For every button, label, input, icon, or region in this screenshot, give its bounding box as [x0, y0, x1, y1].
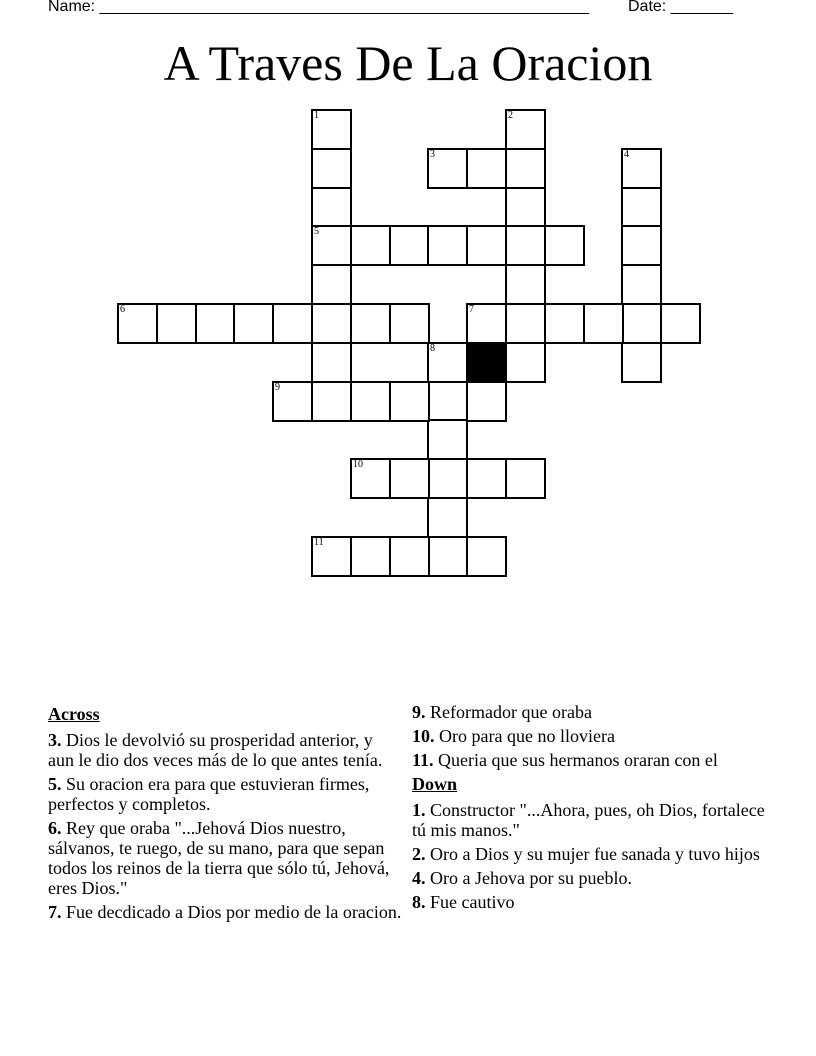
clue-number: 7. [48, 902, 62, 922]
grid-cell[interactable] [505, 187, 546, 228]
cell-number: 7 [469, 304, 474, 315]
clue-text: Oro a Dios y su mujer fue sanada y tuvo hijos [430, 844, 760, 864]
clue-text: Constructor "...Ahora, pues, oh Dios, fortalece tú mis manos." [412, 800, 765, 840]
clues-column-left [48, 702, 403, 926]
cell-number: 6 [120, 304, 125, 315]
grid-cell[interactable] [427, 497, 468, 538]
grid-cell[interactable] [350, 458, 391, 499]
grid-cell[interactable] [117, 303, 158, 344]
cell-number: 9 [275, 382, 280, 393]
grid-cell[interactable] [427, 536, 468, 577]
clue-number: 10. [412, 726, 435, 746]
grid-cell[interactable] [233, 303, 274, 344]
grid-cell[interactable] [621, 303, 662, 344]
clue-number: 3. [48, 730, 62, 750]
clue-down-8 [412, 892, 767, 912]
clues-column-right [412, 702, 767, 916]
clue-number: 1. [412, 800, 426, 820]
clue-text: Su oracion era para que estuvieran firmes, perfectos y completos. [48, 774, 370, 814]
grid-cell[interactable] [311, 187, 352, 228]
grid-cell[interactable] [544, 303, 585, 344]
black-cell [466, 342, 507, 383]
grid-cell[interactable] [156, 303, 197, 344]
grid-cell[interactable] [505, 303, 546, 344]
clue-across-9 [412, 702, 767, 722]
grid-cell[interactable] [427, 458, 468, 499]
grid-cell[interactable] [311, 225, 352, 266]
grid-cell[interactable] [311, 303, 352, 344]
grid-cell[interactable] [427, 342, 468, 383]
clue-across-5 [48, 774, 403, 814]
grid-cell[interactable] [272, 303, 313, 344]
grid-cell[interactable] [505, 225, 546, 266]
grid-cell[interactable] [389, 536, 430, 577]
grid-cell[interactable] [311, 264, 352, 305]
cell-number: 2 [508, 110, 513, 121]
clue-text: Rey que oraba "...Jehová Dios nuestro, sálvanos, te ruego, de su mano, para que sepan todos los reinos de la tierra que sólo tú, Jehová, eres Dios." [48, 818, 390, 898]
grid-cell[interactable] [505, 148, 546, 189]
clue-down-4 [412, 868, 767, 888]
grid-cell[interactable] [311, 381, 352, 422]
grid-cell[interactable] [350, 536, 391, 577]
clue-text: Fue decdicado a Dios por medio de la oracion. [66, 902, 402, 922]
grid-cell[interactable] [466, 148, 507, 189]
clue-down-2 [412, 844, 767, 864]
clue-number: 9. [412, 702, 426, 722]
cell-number: 4 [624, 149, 629, 160]
clue-across-6 [48, 818, 403, 898]
clue-text: Fue cautivo [430, 892, 515, 912]
grid-cell[interactable] [621, 187, 662, 228]
cell-number: 11 [314, 537, 324, 548]
cell-number: 8 [430, 343, 435, 354]
grid-cell[interactable] [505, 264, 546, 305]
grid-cell[interactable] [466, 536, 507, 577]
grid-cell[interactable] [660, 303, 701, 344]
grid-cell[interactable] [350, 225, 391, 266]
grid-cell[interactable] [311, 109, 352, 150]
date-field-label: Date: _______ [628, 0, 733, 15]
grid-cell[interactable] [505, 109, 546, 150]
name-field-label: Name: _______________________________________________________ [48, 0, 589, 15]
grid-cell[interactable] [466, 458, 507, 499]
clue-across-11 [412, 750, 767, 770]
grid-cell[interactable] [311, 148, 352, 189]
clue-number: 5. [48, 774, 62, 794]
clue-across-7 [48, 902, 403, 922]
across-heading: Across [48, 704, 100, 724]
clue-text: Queria que sus hermanos oraran con el [438, 750, 718, 770]
cell-number: 10 [353, 459, 363, 470]
clue-number: 8. [412, 892, 426, 912]
grid-cell[interactable] [544, 225, 585, 266]
cell-number: 5 [314, 226, 319, 237]
grid-cell[interactable] [466, 225, 507, 266]
grid-cell[interactable] [389, 458, 430, 499]
grid-cell[interactable] [311, 342, 352, 383]
grid-cell[interactable] [195, 303, 236, 344]
grid-cell[interactable] [621, 225, 662, 266]
grid-cell[interactable] [583, 303, 624, 344]
cell-number: 1 [314, 110, 319, 121]
grid-cell[interactable] [389, 381, 430, 422]
grid-cell[interactable] [272, 381, 313, 422]
clue-down-1 [412, 800, 767, 840]
grid-cell[interactable] [466, 303, 507, 344]
grid-cell[interactable] [466, 381, 507, 422]
clue-number: 11. [412, 750, 434, 770]
grid-cell[interactable] [350, 303, 391, 344]
clue-text: Oro a Jehova por su pueblo. [430, 868, 632, 888]
grid-cell[interactable] [505, 342, 546, 383]
grid-cell[interactable] [621, 148, 662, 189]
clue-across-10 [412, 726, 767, 746]
page-title: A Traves De La Oracion [163, 35, 653, 91]
grid-cell[interactable] [621, 264, 662, 305]
grid-cell[interactable] [389, 225, 430, 266]
clue-text: Oro para que no lloviera [439, 726, 615, 746]
grid-cell[interactable] [427, 419, 468, 460]
clue-text: Reformador que oraba [430, 702, 592, 722]
clue-number: 2. [412, 844, 426, 864]
clue-number: 6. [48, 818, 62, 838]
grid-cell[interactable] [427, 225, 468, 266]
clue-text: Dios le devolvió su prosperidad anterior, y aun le dio dos veces más de lo que antes tenía. [48, 730, 383, 770]
cell-number: 3 [430, 149, 435, 160]
down-heading: Down [412, 774, 458, 794]
clue-number: 4. [412, 868, 426, 888]
grid-cell[interactable] [311, 536, 352, 577]
clue-across-3 [48, 730, 403, 770]
grid-cell[interactable] [621, 342, 662, 383]
grid-cell[interactable] [427, 148, 468, 189]
grid-cell[interactable] [389, 303, 430, 344]
grid-cell[interactable] [505, 458, 546, 499]
grid-cell[interactable] [427, 381, 468, 422]
grid-cell[interactable] [350, 381, 391, 422]
